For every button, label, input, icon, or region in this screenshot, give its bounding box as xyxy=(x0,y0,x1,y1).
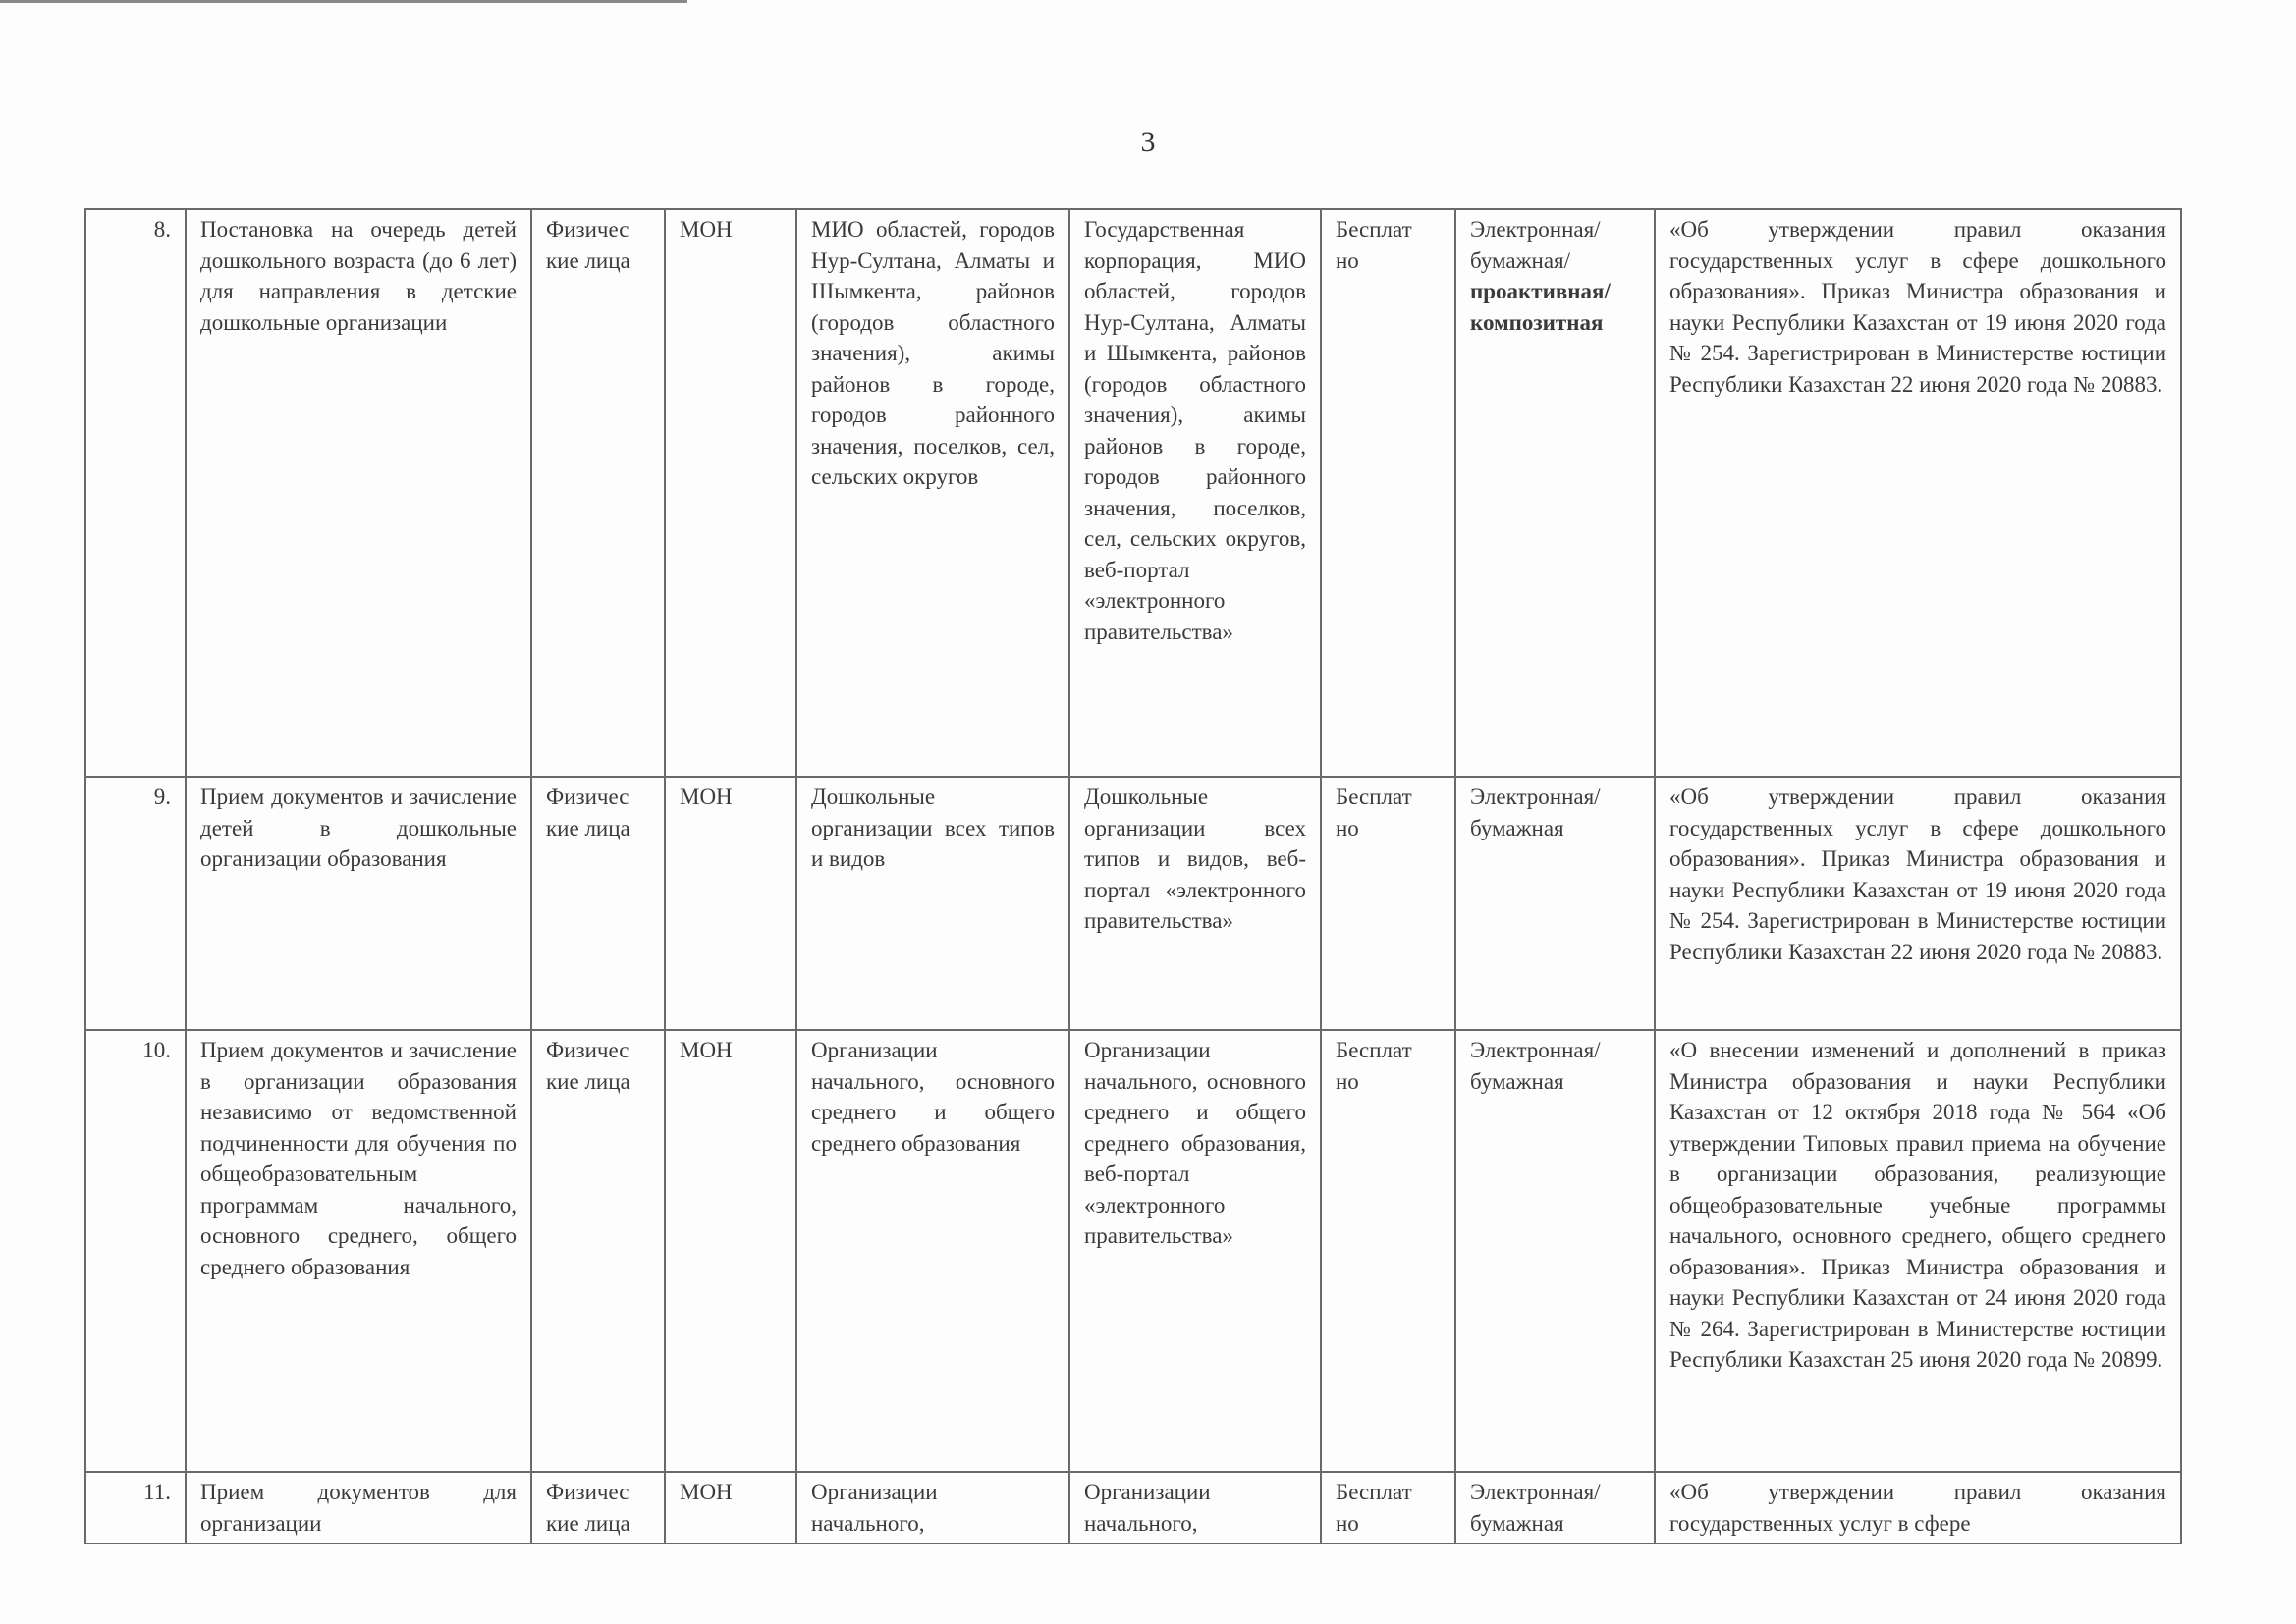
service-provider: МИО областей, городов Нур-Султана, Алматы и Шымкента, районов (городов областного значения), акимы районов в городе, городов районного значения, поселков, сел, сельских округов xyxy=(796,209,1069,777)
scan-edge-line xyxy=(0,0,687,3)
service-ministry: МОН xyxy=(665,1472,796,1543)
service-cost: Бесплат но xyxy=(1321,1030,1455,1472)
service-provider: Организации начального, основного среднего и общего среднего образования xyxy=(796,1030,1069,1472)
services-table xyxy=(84,208,2182,1544)
service-ministry: МОН xyxy=(665,209,796,777)
service-form: Электронная/ бумажная xyxy=(1455,777,1655,1030)
service-cost: Бесплат но xyxy=(1321,209,1455,777)
service-legal-act: «Об утверждении правил оказания государственных услуг в сфере дошкольного образования». Приказ Министра образования и науки Республики Казахстан от 19 июня 2020 года № 254. Зарегистрирован в Министерстве юстиции Республики Казахстан 22 июня 2020 года № 20883. xyxy=(1655,777,2181,1030)
service-name: Прием документов и зачисление детей в дошкольные организации образования xyxy=(186,777,531,1030)
service-name: Прием документов и зачисление в организации образования независимо от ведомственной подчиненности для обучения по общеобразовательным программам начального, основного среднего, общего среднего образования xyxy=(186,1030,531,1472)
table-row xyxy=(85,209,2181,777)
page-number: 3 xyxy=(1140,126,1156,158)
row-number: 8. xyxy=(85,209,186,777)
table-row xyxy=(85,1472,2181,1543)
service-cost: Бесплат но xyxy=(1321,1472,1455,1543)
table-row xyxy=(85,1030,2181,1472)
service-channels: Организации начального, xyxy=(1069,1472,1321,1543)
service-form-bold: проактивная/композитная xyxy=(1470,279,1611,335)
row-number: 9. xyxy=(85,777,186,1030)
service-provider: Дошкольные организации всех типов и видов xyxy=(796,777,1069,1030)
service-recipients: Физичес кие лица xyxy=(531,1472,665,1543)
service-recipients: Физичес кие лица xyxy=(531,777,665,1030)
service-channels: Организации начального, основного среднего и общего среднего образования, веб-портал «электронного правительства» xyxy=(1069,1030,1321,1472)
service-form-text: Электронная/ бумажная/ xyxy=(1470,217,1601,273)
table-row xyxy=(85,777,2181,1030)
service-form xyxy=(1455,209,1655,777)
service-recipients: Физичес кие лица xyxy=(531,209,665,777)
service-legal-act: «О внесении изменений и дополнений в приказ Министра образования и науки Республики Казахстан от 12 октября 2018 года № 564 «Об утверждении Типовых правил приема на обучение в организации образования, реализующие общеобразовательные учебные программы начального, основного среднего, общего среднего образования». Приказ Министра образования и науки Республики Казахстан от 24 июня 2020 года № 264. Зарегистрирован в Министерстве юстиции Республики Казахстан 25 июня 2020 года № 20899. xyxy=(1655,1030,2181,1472)
service-channels: Государственная корпорация, МИО областей, городов Нур-Султана, Алматы и Шымкента, районов (городов областного значения), акимы районов в городе, городов районного значения, поселков, сел, сельских округов, веб-портал «электронного правительства» xyxy=(1069,209,1321,777)
service-legal-act: «Об утверждении правил оказания государственных услуг в сфере xyxy=(1655,1472,2181,1543)
service-provider: Организации начального, xyxy=(796,1472,1069,1543)
service-cost: Бесплат но xyxy=(1321,777,1455,1030)
service-name: Постановка на очередь детей дошкольного возраста (до 6 лет) для направления в детские дошкольные организации xyxy=(186,209,531,777)
service-channels: Дошкольные организации всех типов и видов, веб-портал «электронного правительства» xyxy=(1069,777,1321,1030)
service-ministry: МОН xyxy=(665,777,796,1030)
service-name: Прием документов для организации xyxy=(186,1472,531,1543)
service-legal-act: «Об утверждении правил оказания государственных услуг в сфере дошкольного образования». Приказ Министра образования и науки Республики Казахстан от 19 июня 2020 года № 254. Зарегистрирован в Министерстве юстиции Республики Казахстан 22 июня 2020 года № 20883. xyxy=(1655,209,2181,777)
service-recipients: Физичес кие лица xyxy=(531,1030,665,1472)
service-ministry: МОН xyxy=(665,1030,796,1472)
service-form: Электронная/ бумажная xyxy=(1455,1030,1655,1472)
row-number: 11. xyxy=(85,1472,186,1543)
row-number: 10. xyxy=(85,1030,186,1472)
service-form: Электронная/ бумажная xyxy=(1455,1472,1655,1543)
